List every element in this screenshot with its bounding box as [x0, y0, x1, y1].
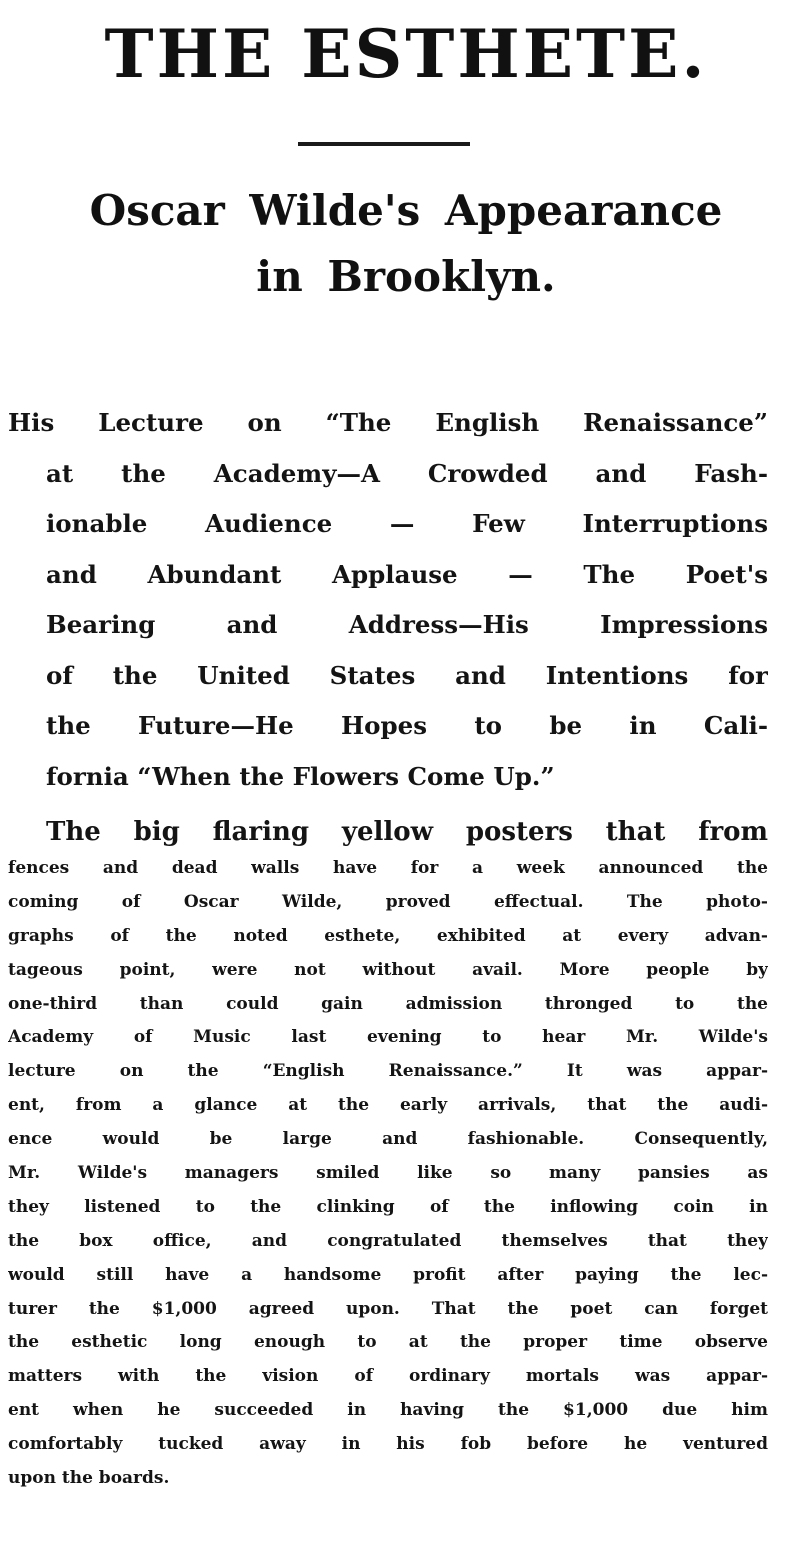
body-line: they listened to the clinking of the inflowing coin in	[8, 1196, 768, 1217]
body-line: the box office, and congratulated themselves that they	[8, 1230, 768, 1251]
body-line: matters with the vision of ordinary mortals was appar-	[8, 1366, 768, 1387]
deck-line: His Lecture on “The English Renaissance”	[8, 408, 768, 437]
headline-rule	[298, 142, 470, 146]
body-line: Mr. Wilde's managers smiled like so many pansies as	[8, 1163, 768, 1184]
deck-line: fornia “When the Flowers Come Up.”	[46, 761, 555, 791]
deck	[8, 398, 768, 802]
body-line: the esthetic long enough to at the proper time observe	[8, 1332, 768, 1353]
deck-line: the Future—He Hopes to be in Cali-	[46, 711, 768, 740]
body-line: comfortably tucked away in his fob before he ventured	[8, 1434, 768, 1455]
body-line: ent when he succeeded in having the $1,000 due him	[8, 1400, 768, 1421]
article-body	[8, 812, 768, 1496]
body-line: coming of Oscar Wilde, proved effectual. The photo-	[8, 891, 768, 912]
deck-line: ionable Audience — Few Interruptions	[46, 509, 768, 538]
body-line: fences and dead walls have for a week announced the	[8, 858, 768, 878]
subheadline-line: Oscar Wilde's Appearance	[89, 186, 723, 235]
body-line: Academy of Music last evening to hear Mr. Wilde's	[8, 1027, 768, 1048]
body-line: ence would be large and fashionable. Consequently,	[8, 1129, 768, 1150]
headline: THE ESTHETE.	[104, 15, 708, 93]
deck-line: of the United States and Intentions for	[46, 660, 768, 690]
deck-line: and Abundant Applause — The Poet's	[46, 559, 768, 589]
body-line: turer the $1,000 agreed upon. That the poet can forget	[8, 1298, 768, 1319]
body-line: would still have a handsome profit after paying the lec-	[8, 1264, 768, 1285]
body-line: lecture on the “English Renaissance.” It was appar-	[8, 1061, 768, 1082]
body-line: The big flaring yellow posters that from	[46, 817, 768, 847]
body-line: one-third than could gain admission thronged to the	[8, 993, 768, 1014]
body-line: upon the boards.	[8, 1468, 170, 1489]
body-line: ent, from a glance at the early arrivals, that the audi-	[8, 1095, 768, 1116]
body-line: tageous point, were not without avail. More people by	[8, 959, 768, 980]
deck-line: Bearing and Address—His Impressions	[46, 610, 768, 639]
deck-line: at the Academy—A Crowded and Fash-	[46, 458, 768, 488]
body-line: graphs of the noted esthete, exhibited at every advan-	[8, 925, 768, 946]
subheadline-line: in Brooklyn.	[256, 252, 556, 301]
